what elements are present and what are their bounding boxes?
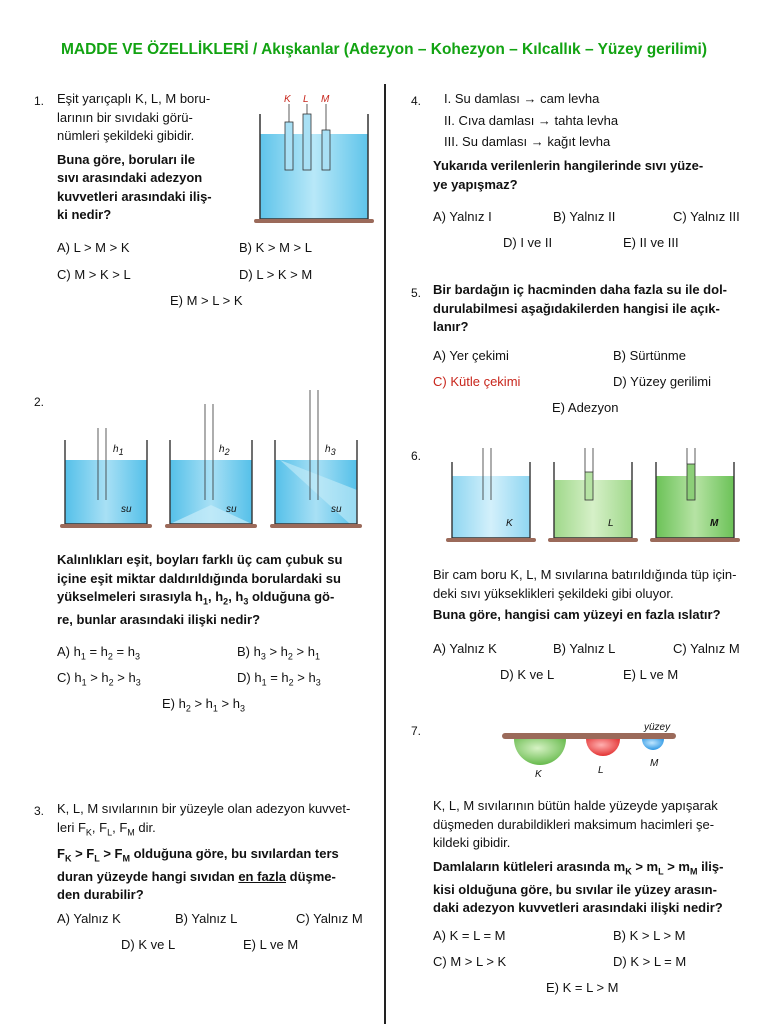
q4-question: Yukarıda verilenlerin hangilerinde sıvı yüze- ye yapışmaz? [433, 158, 704, 192]
q4-number: 4. [411, 94, 422, 108]
q7-label-k: K [535, 769, 542, 780]
q2-option-c[interactable]: C) $h_1 > h_2 > h_3$ [57, 670, 141, 688]
q3-option-e[interactable]: E) L ve M [243, 937, 299, 952]
q2-text: Kalınlıkları eşit, boyları farklı üç cam çubuk su içine eşit miktar daldırıldığında borulardaki su yükselmeleri sırasıyla $h_1$, $h_2$, $h_3$ olduğuna gö- re, bunlar arasındaki ilişki nedir? [57, 552, 343, 628]
q1-option-e[interactable]: E) M > L > K [170, 293, 243, 308]
q5-option-d[interactable]: D) Yüzey gerilimi [613, 374, 712, 389]
q2-label-h2: $h_2$ [219, 444, 230, 457]
q2-option-b[interactable]: B) $h_3 > h_2 > h_1$ [237, 644, 320, 662]
column-divider [384, 84, 386, 1024]
q1-number: 1. [34, 94, 45, 108]
q3-option-c[interactable]: C) Yalnız M [296, 911, 363, 926]
q6-label-k: K [506, 518, 513, 529]
q6-beakers-figure [440, 440, 740, 548]
q6-option-d[interactable]: D) K ve L [500, 667, 555, 682]
q5-number: 5. [411, 286, 422, 300]
tube-label-k: K [284, 94, 291, 105]
q6-option-a[interactable]: A) Yalnız K [433, 641, 497, 656]
q4-option-b[interactable]: B) Yalnız II [553, 209, 616, 224]
q5-question: Bir bardağın iç hacminden daha fazla su ile dol- durulabilmesi aşağıdakilerden hangisi ile açık- lanır? [433, 282, 728, 334]
q6-text: Bir cam boru K, L, M sıvılarına batırıldığında tüp için- deki sıvı yükseklikleri şekildeki gibi oluyor. Buna göre, hangisi cam yüzeyi en fazla ıslatır? [433, 567, 737, 622]
q3-option-d[interactable]: D) K ve L [121, 937, 176, 952]
q3-option-a[interactable]: A) Yalnız K [57, 911, 121, 926]
tube-label-m: M [321, 94, 330, 105]
q2-label-h1: $h_1$ [113, 444, 124, 457]
q1-option-b[interactable]: B) K > M > L [239, 240, 312, 255]
q6-number: 6. [411, 449, 422, 463]
q2-label-h3: $h_3$ [325, 444, 336, 457]
q6-option-c[interactable]: C) Yalnız M [673, 641, 740, 656]
q2-beakers-figure [60, 390, 360, 532]
q7-label-m: M [650, 758, 659, 769]
q3-number: 3. [34, 804, 45, 818]
q7-option-d[interactable]: D) K > L = M [613, 954, 687, 969]
q2-liquid-label-2: su [226, 504, 237, 515]
tube-label-l: L [303, 94, 309, 105]
q7-number: 7. [411, 724, 422, 738]
q7-surface-label: yüzey [644, 722, 671, 733]
q1-option-c[interactable]: C) M > K > L [57, 267, 131, 282]
q7-option-e[interactable]: E) K = L > M [546, 980, 619, 995]
q3-text: K, L, M sıvılarının bir yüzeyle olan adezyon kuvvet- leri $F_K$, $F_L$, $F_M$ dir. $F_K > F_L > F_M$ olduğuna göre, bu sıvılardan ters duran yüzeyde hangi sıvıdan en fazla düşme- den durabilir? [57, 801, 351, 903]
q4-option-a[interactable]: A) Yalnız I [433, 209, 492, 224]
q7-option-a[interactable]: A) K = L = M [433, 928, 506, 943]
page-title: MADDE VE ÖZELLİKLERİ / Akışkanlar (Adezyon – Kohezyon – Kılcallık – Yüzey gerilimi) [61, 41, 707, 58]
q4-option-d[interactable]: D) I ve II [503, 235, 553, 250]
q2-liquid-label-1: su [121, 504, 132, 515]
q6-label-m: M [710, 518, 719, 529]
q1-option-d[interactable]: D) L > K > M [239, 267, 313, 282]
q3-option-b[interactable]: B) Yalnız L [175, 911, 238, 926]
q4-option-e[interactable]: E) II ve III [623, 235, 679, 250]
q7-option-c[interactable]: C) M > L > K [433, 954, 507, 969]
q1-beaker-figure [250, 94, 380, 226]
q7-label-l: L [598, 765, 604, 776]
q7-text: K, L, M sıvılarının bütün halde yüzeyde yapışarak düşmeden durabildikleri maksimum hacimleri şe- kildeki gibidir. Damlaların kütleleri arasında $m_K > m_L > m_M$ iliş- kisi olduğuna göre, bu sıvılar ile yüzey arasın- daki adezyon kuvvetleri arasındaki ilişki nedir? [433, 798, 724, 916]
q1-option-a[interactable]: A) L > M > K [57, 240, 130, 255]
q2-option-a[interactable]: A) $h_1 = h_2 = h_3$ [57, 644, 140, 662]
q5-option-a[interactable]: A) Yer çekimi [433, 348, 509, 363]
q6-option-e[interactable]: E) L ve M [623, 667, 679, 682]
q6-option-b[interactable]: B) Yalnız L [553, 641, 616, 656]
q5-option-b[interactable]: B) Sürtünme [613, 348, 686, 363]
q7-option-b[interactable]: B) K > L > M [613, 928, 686, 943]
q4-option-c[interactable]: C) Yalnız III [673, 209, 740, 224]
q2-option-d[interactable]: D) $h_1 = h_2 > h_3$ [237, 670, 321, 688]
q5-option-e[interactable]: E) Adezyon [552, 400, 619, 415]
q4-items: I. Su damlası → cam levha II. Cıva damlası → tahta levha III. Su damlası → kağıt levha [444, 91, 619, 149]
q2-option-e[interactable]: E) $h_2 > h_1 > h_3$ [162, 696, 245, 714]
q5-option-c[interactable]: C) Kütle çekimi [433, 374, 521, 389]
q1-text: Eşit yarıçaplı K, L, M boru- larının bir sıvıdaki görü- nümleri şekildeki gibidir. Buna göre, boruları ile sıvı arasındaki adezyon kuvvetleri arasındaki iliş- ki nedir? [57, 91, 212, 222]
q2-number: 2. [34, 395, 45, 409]
q2-liquid-label-3: su [331, 504, 342, 515]
q6-label-l: L [608, 518, 614, 529]
